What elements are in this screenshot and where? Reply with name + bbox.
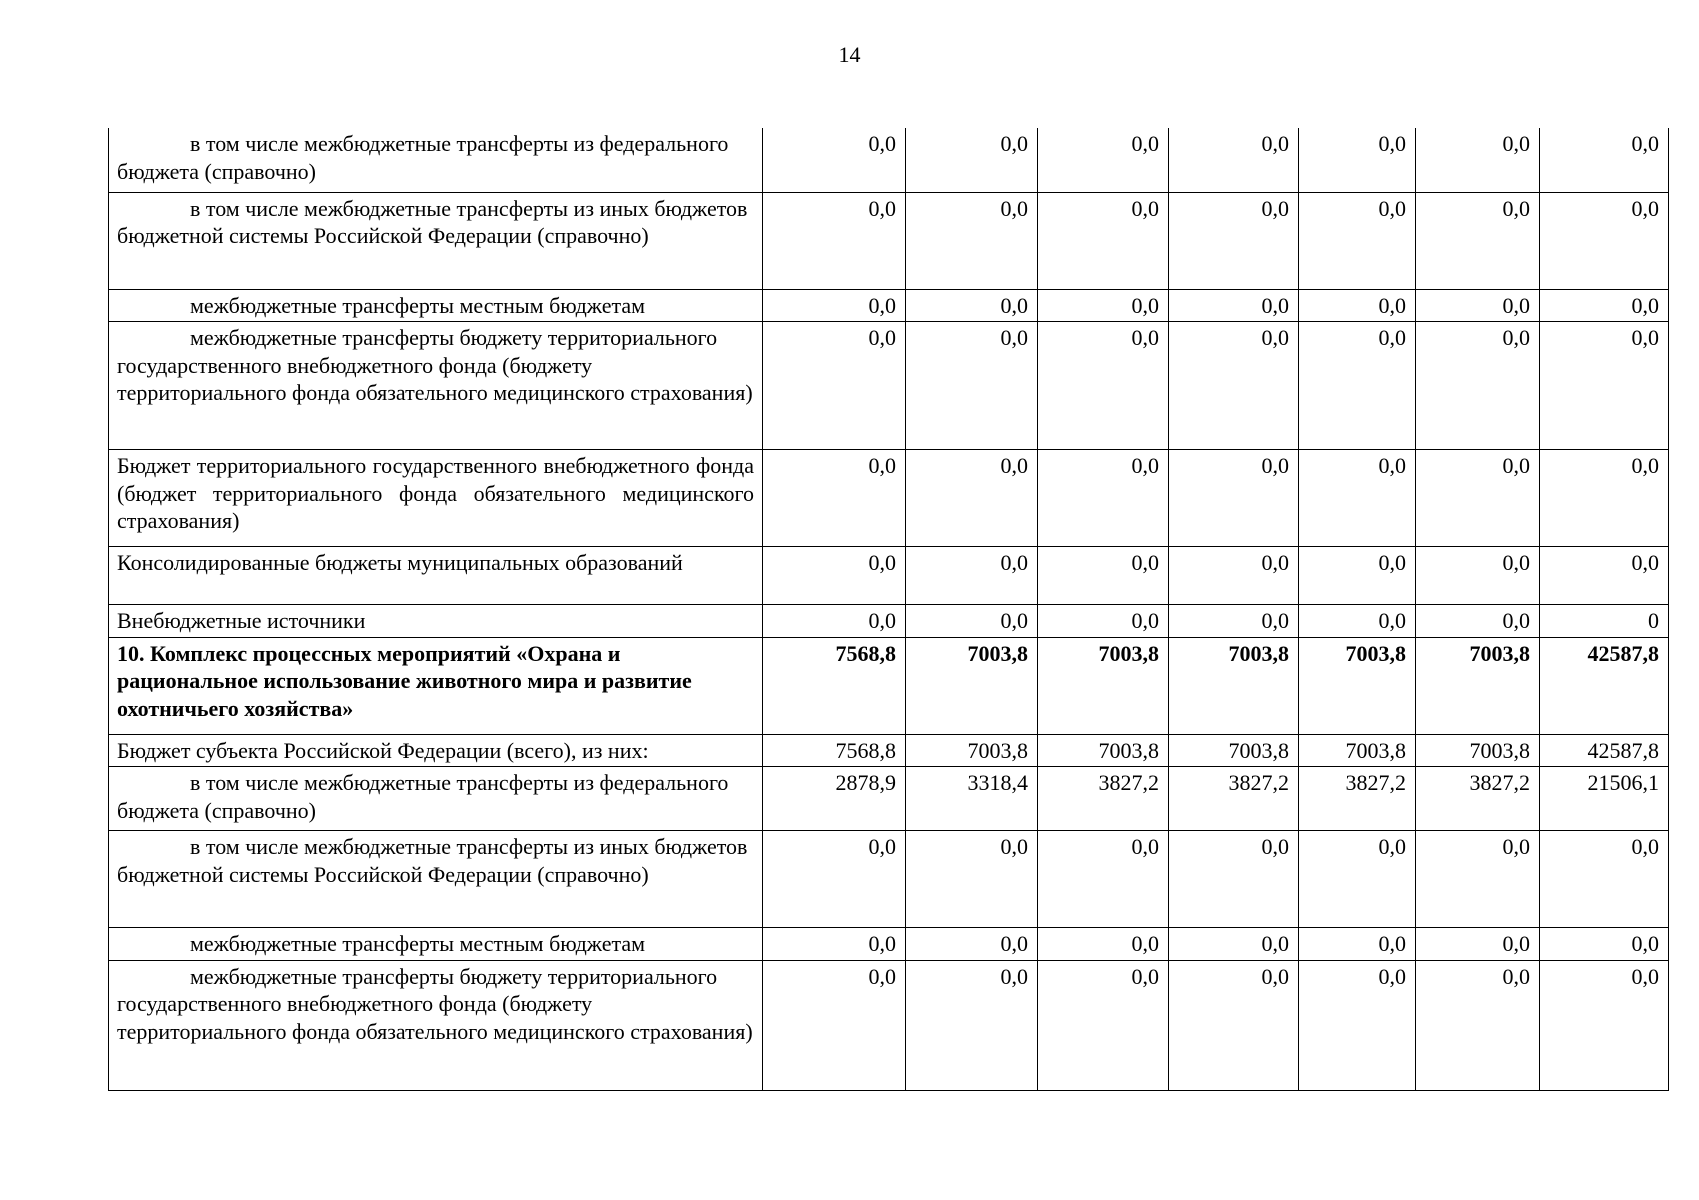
value-cell: 0,0 — [1169, 960, 1299, 1090]
value-cell: 7003,8 — [1299, 637, 1416, 734]
row-label-cell — [109, 322, 763, 450]
value-cell: 42587,8 — [1540, 734, 1669, 767]
row-label-cell — [109, 960, 763, 1090]
value-cell: 0,0 — [1038, 289, 1169, 322]
row-label-cell — [109, 928, 763, 961]
row-label: 10. Комплекс процессных мероприятий «Охрана и рациональное использование животного мира и развитие охотничьего хозяйства» — [117, 640, 692, 721]
value-cell: 0,0 — [763, 831, 906, 928]
value-cell: 0,0 — [763, 128, 906, 192]
value-cell: 7003,8 — [1038, 734, 1169, 767]
value-cell: 0,0 — [763, 547, 906, 605]
value-cell: 0,0 — [906, 450, 1038, 547]
table-row — [109, 128, 1669, 192]
table-row — [109, 605, 1669, 638]
table-row — [109, 547, 1669, 605]
value-cell: 0,0 — [1038, 831, 1169, 928]
value-cell: 0,0 — [906, 547, 1038, 605]
value-cell: 7003,8 — [1299, 734, 1416, 767]
value-cell: 0,0 — [763, 960, 906, 1090]
value-cell: 0,0 — [906, 605, 1038, 638]
row-label-cell — [109, 289, 763, 322]
table-row — [109, 831, 1669, 928]
row-label: в том числе межбюджетные трансферты из иных бюджетов бюджетной системы Российской Федерации (справочно) — [117, 195, 748, 248]
value-cell: 0,0 — [1540, 322, 1669, 450]
value-cell: 0,0 — [1038, 128, 1169, 192]
value-cell: 0,0 — [1416, 128, 1540, 192]
table-row — [109, 322, 1669, 450]
value-cell: 3318,4 — [906, 767, 1038, 831]
value-cell: 0,0 — [1540, 450, 1669, 547]
value-cell: 7003,8 — [1038, 637, 1169, 734]
value-cell: 0,0 — [1540, 928, 1669, 961]
value-cell: 0,0 — [1416, 928, 1540, 961]
value-cell: 7003,8 — [1169, 734, 1299, 767]
value-cell: 0,0 — [1038, 605, 1169, 638]
value-cell: 0,0 — [1416, 960, 1540, 1090]
row-label: Бюджет субъекта Российской Федерации (всего), из них: — [117, 737, 649, 763]
value-cell: 0,0 — [906, 289, 1038, 322]
value-cell: 0,0 — [1540, 192, 1669, 289]
value-cell: 7003,8 — [906, 637, 1038, 734]
value-cell: 0,0 — [1299, 960, 1416, 1090]
value-cell: 0 — [1540, 605, 1669, 638]
value-cell: 0,0 — [763, 289, 906, 322]
value-cell: 21506,1 — [1540, 767, 1669, 831]
value-cell: 0,0 — [763, 192, 906, 289]
value-cell: 0,0 — [1299, 322, 1416, 450]
value-cell: 0,0 — [906, 322, 1038, 450]
value-cell: 0,0 — [763, 928, 906, 961]
row-label: Внебюджетные источники — [117, 608, 366, 633]
row-label-cell — [109, 605, 763, 638]
value-cell: 0,0 — [1416, 547, 1540, 605]
value-cell: 0,0 — [1169, 192, 1299, 289]
value-cell: 0,0 — [1169, 831, 1299, 928]
value-cell: 0,0 — [1416, 322, 1540, 450]
value-cell: 0,0 — [1540, 831, 1669, 928]
page-number: 14 — [838, 42, 861, 67]
value-cell: 0,0 — [1416, 831, 1540, 928]
value-cell: 0,0 — [1416, 192, 1540, 289]
row-label: в том числе межбюджетные трансферты из федерального бюджета (справочно) — [117, 131, 729, 184]
table-row — [109, 767, 1669, 831]
row-label-cell — [109, 734, 763, 767]
value-cell: 0,0 — [906, 928, 1038, 961]
row-label-cell — [109, 547, 763, 605]
value-cell: 0,0 — [1540, 547, 1669, 605]
row-label: Бюджет территориального государственного внебюджетного фонда (бюджет территориального фонда обязательного медицинского страхования) — [117, 453, 754, 533]
value-cell: 0,0 — [1540, 289, 1669, 322]
table-row — [109, 289, 1669, 322]
value-cell: 7568,8 — [763, 637, 906, 734]
value-cell: 0,0 — [1540, 960, 1669, 1090]
table-row — [109, 450, 1669, 547]
value-cell: 0,0 — [1299, 928, 1416, 961]
value-cell: 0,0 — [763, 450, 906, 547]
value-cell: 0,0 — [906, 960, 1038, 1090]
value-cell: 0,0 — [1299, 192, 1416, 289]
value-cell: 7003,8 — [906, 734, 1038, 767]
value-cell: 0,0 — [1299, 605, 1416, 638]
row-label-cell — [109, 450, 763, 547]
row-label: межбюджетные трансферты бюджету территориального государственного внебюджетного фонда (бюджету территориального фонда обязательного медицинского страхования) — [117, 963, 753, 1044]
value-cell: 0,0 — [763, 605, 906, 638]
value-cell: 7568,8 — [763, 734, 906, 767]
table-row — [109, 637, 1669, 734]
table-row — [109, 734, 1669, 767]
value-cell: 3827,2 — [1299, 767, 1416, 831]
value-cell: 42587,8 — [1540, 637, 1669, 734]
value-cell: 0,0 — [1038, 192, 1169, 289]
row-label-cell — [109, 192, 763, 289]
value-cell: 0,0 — [1169, 605, 1299, 638]
value-cell: 0,0 — [906, 831, 1038, 928]
value-cell: 3827,2 — [1038, 767, 1169, 831]
value-cell: 0,0 — [1299, 547, 1416, 605]
value-cell: 0,0 — [1416, 289, 1540, 322]
value-cell: 0,0 — [1169, 128, 1299, 192]
value-cell: 0,0 — [906, 128, 1038, 192]
row-label: в том числе межбюджетные трансферты из федерального бюджета (справочно) — [117, 770, 729, 823]
table-body — [109, 128, 1669, 1090]
row-label: Консолидированные бюджеты муниципальных образований — [117, 550, 683, 575]
value-cell: 7003,8 — [1169, 637, 1299, 734]
value-cell: 0,0 — [1169, 547, 1299, 605]
value-cell: 0,0 — [1038, 450, 1169, 547]
value-cell: 0,0 — [1038, 322, 1169, 450]
value-cell: 0,0 — [763, 322, 906, 450]
row-label-cell — [109, 128, 763, 192]
table-row — [109, 928, 1669, 961]
value-cell: 0,0 — [1299, 128, 1416, 192]
table-row — [109, 960, 1669, 1090]
value-cell: 3827,2 — [1416, 767, 1540, 831]
value-cell: 0,0 — [1169, 928, 1299, 961]
value-cell: 0,0 — [906, 192, 1038, 289]
value-cell: 0,0 — [1038, 547, 1169, 605]
table-row — [109, 192, 1669, 289]
value-cell: 0,0 — [1299, 831, 1416, 928]
value-cell: 7003,8 — [1416, 734, 1540, 767]
value-cell: 0,0 — [1416, 605, 1540, 638]
budget-table — [108, 128, 1669, 1091]
row-label: межбюджетные трансферты бюджету территориального государственного внебюджетного фонда (бюджету территориального фонда обязательного медицинского страхования) — [117, 325, 753, 405]
value-cell: 0,0 — [1169, 289, 1299, 322]
row-label-cell — [109, 637, 763, 734]
value-cell: 2878,9 — [763, 767, 906, 831]
value-cell: 0,0 — [1169, 322, 1299, 450]
row-label-cell — [109, 767, 763, 831]
row-label-cell — [109, 831, 763, 928]
value-cell: 0,0 — [1299, 289, 1416, 322]
value-cell: 0,0 — [1416, 450, 1540, 547]
value-cell: 0,0 — [1038, 960, 1169, 1090]
value-cell: 3827,2 — [1169, 767, 1299, 831]
value-cell: 0,0 — [1540, 128, 1669, 192]
row-label: в том числе межбюджетные трансферты из иных бюджетов бюджетной системы Российской Федерации (справочно) — [117, 834, 748, 887]
row-label: межбюджетные трансферты местным бюджетам — [190, 292, 646, 318]
value-cell: 0,0 — [1038, 928, 1169, 961]
value-cell: 0,0 — [1169, 450, 1299, 547]
value-cell: 7003,8 — [1416, 637, 1540, 734]
value-cell: 0,0 — [1299, 450, 1416, 547]
row-label: межбюджетные трансферты местным бюджетам — [190, 931, 646, 956]
